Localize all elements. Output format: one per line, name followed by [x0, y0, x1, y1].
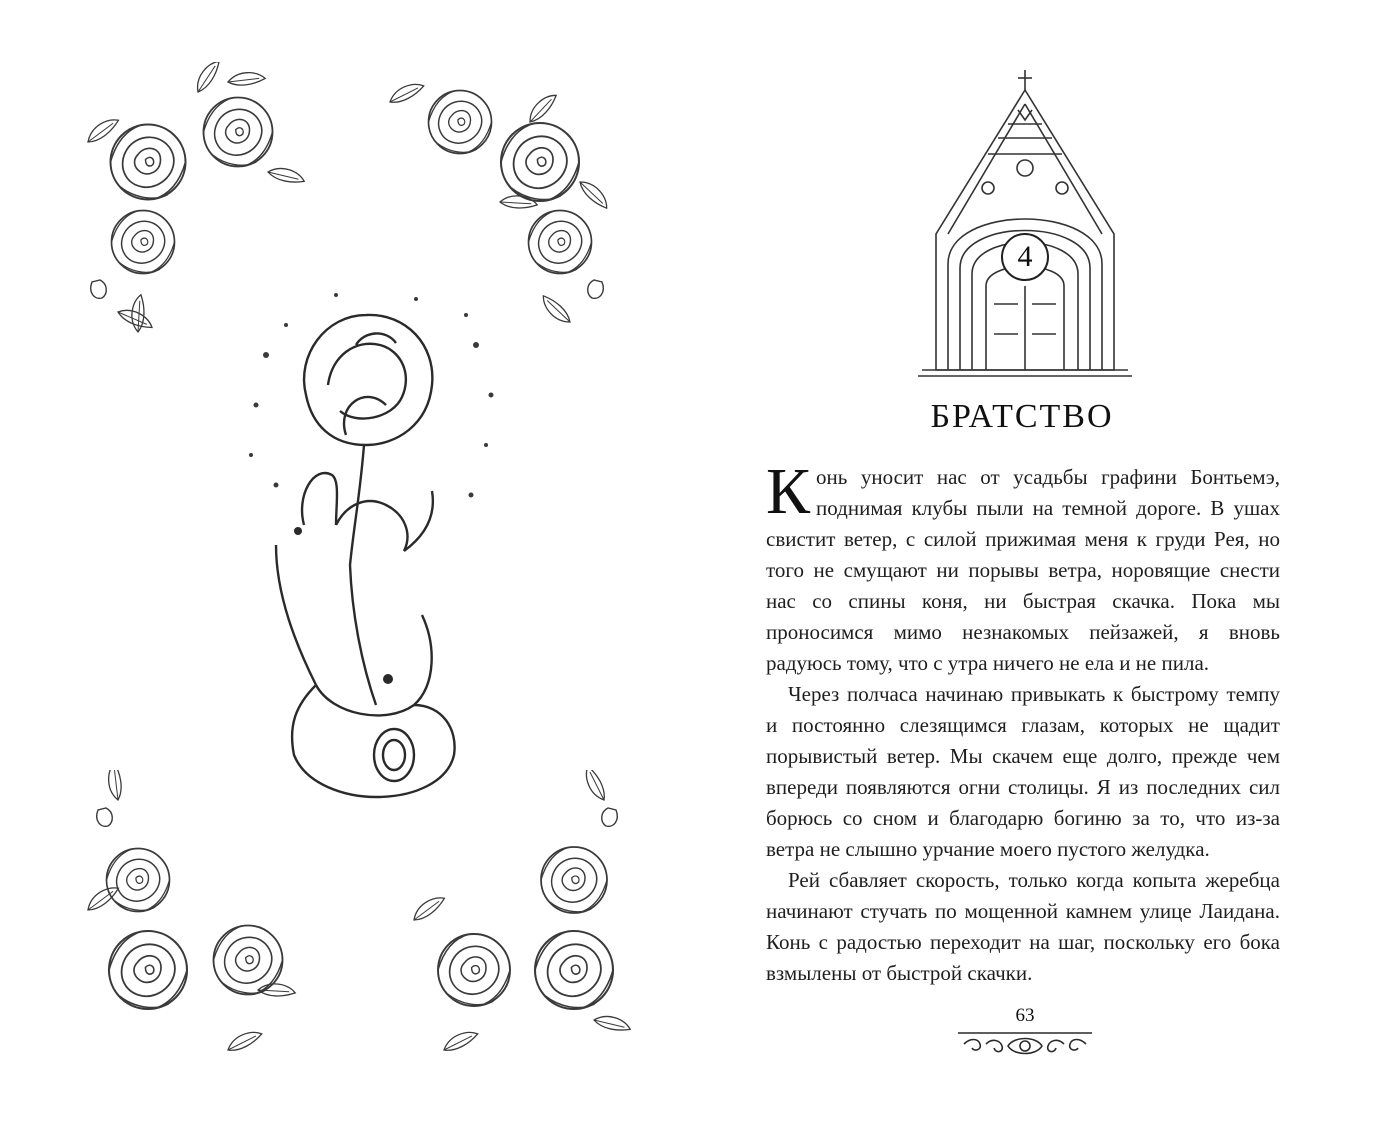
paragraph-text: онь уносит нас от усадьбы графини Бонтьемэ, поднимая клубы пыли на темной дороге. В ушах свистит ветер, с силой прижимая меня к груди Рея, но того не смущают ни порывы ветра, норовящие снести нас со спины коня, ни быстрая скачка. Пока мы проносимся мимо незнакомых пейзажей, я вновь радуюсь тому, что с утра ничего не ела и не пила. — [766, 465, 1280, 675]
body-text — [766, 455, 1280, 989]
chapter-number: 4 — [1017, 240, 1033, 273]
right-page — [696, 0, 1393, 1125]
paragraph: Рей сбавляет скорость, только когда копыта жеребца начинают стучать по мощенной камнем улице Лаидана. Конь с радостью переходит на шаг, поскольку его бока взмылены от быстрой скачки. — [766, 868, 1280, 985]
left-page — [0, 0, 696, 1125]
page-number: 63 — [1015, 1005, 1035, 1026]
hand-holding-rose-icon — [236, 285, 506, 820]
drop-cap: К — [766, 455, 811, 528]
rose-corner-icon — [78, 770, 318, 1070]
paragraph: Через полчаса начинаю привыкать к быстрому темпу и постоянно слезящимся глазам, которых не щадит порывистый ветер. Мы скачем еще долго, прежде чем впереди появляются огни столицы. Я из последних сил борюсь со сном и благодарю богиню за то, что из-за ветра не слышно урчание моего пустого желудка. — [766, 682, 1280, 861]
gothic-arch-icon — [908, 64, 1142, 384]
rose-corner-icon — [404, 770, 644, 1070]
scroll-ornament-icon — [956, 1030, 1094, 1060]
paragraph — [766, 455, 1280, 679]
chapter-title: БРАТСТВО — [930, 398, 1114, 435]
